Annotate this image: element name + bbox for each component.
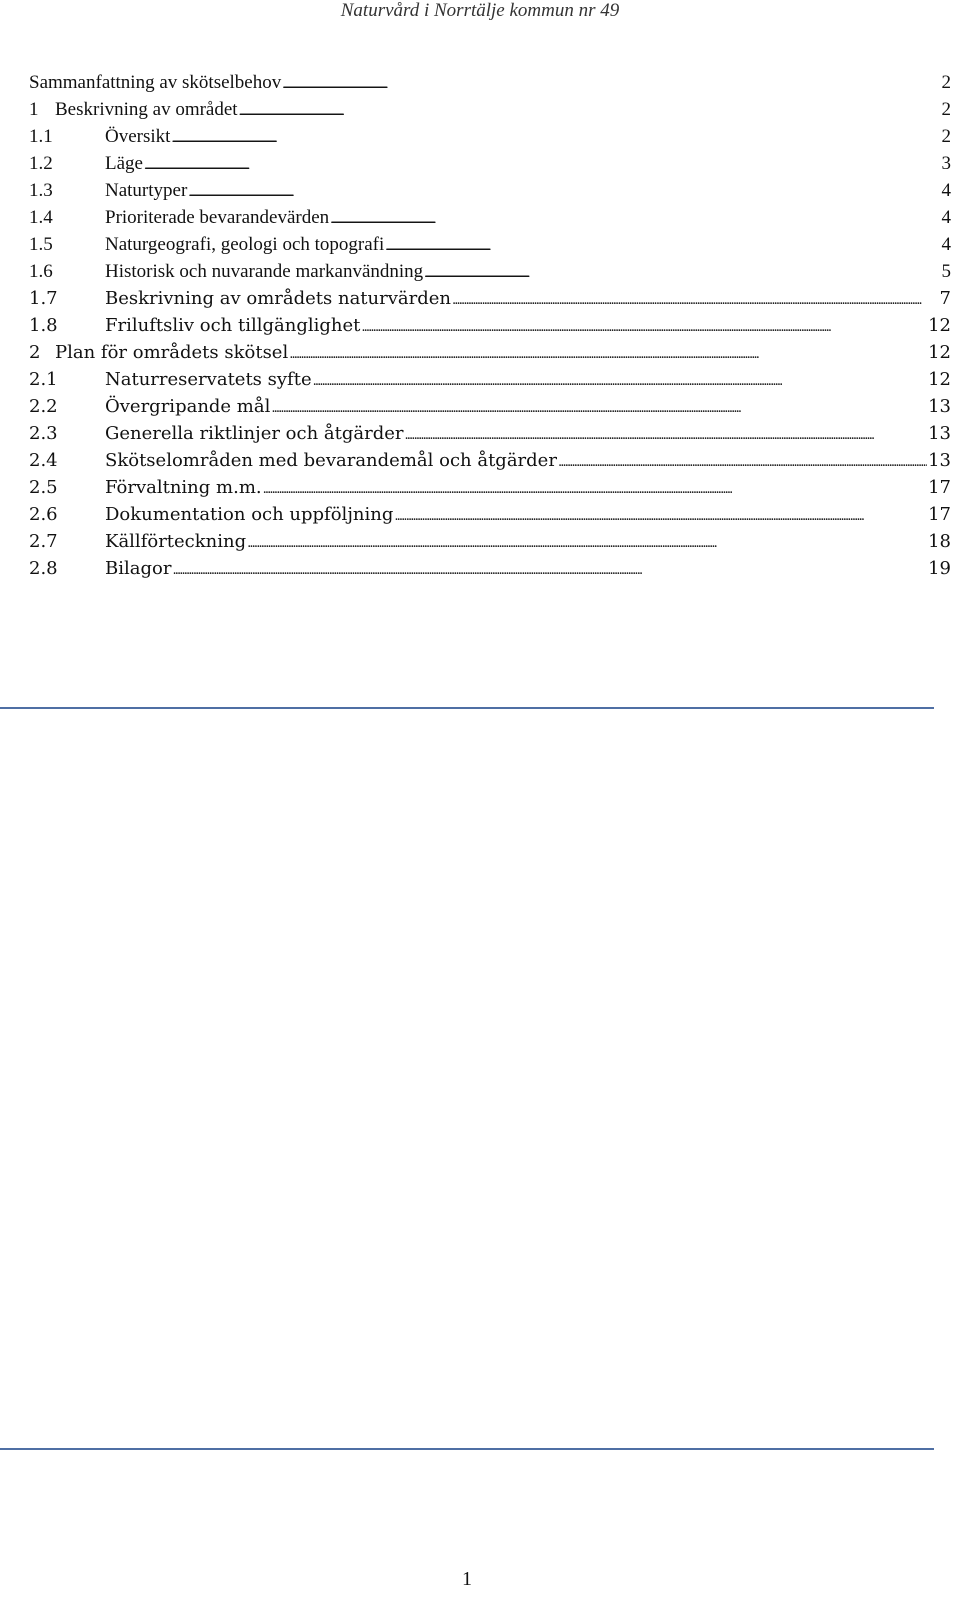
toc-entry[interactable] [29,99,951,126]
toc-entry-label: Övergripande mål [105,396,271,417]
toc-dot-leader [385,234,940,256]
toc-entry-page: 18 [928,531,951,552]
toc-entry-page: 12 [928,342,951,363]
toc-entry-label: Naturgeografi, geologi och topografi [105,234,385,255]
toc-entry-page: 7 [939,288,951,309]
toc-entry-page: 2 [941,126,951,147]
toc-entry-page: 5 [941,261,951,282]
toc-dot-leader [289,342,927,363]
toc-entry[interactable] [29,126,951,153]
toc-entry-number: 2.3 [29,423,58,444]
toc-entry-label: Förvaltning m.m. [105,477,262,498]
toc-entry-label: Friluftsliv och tillgänglighet [105,315,361,336]
toc-dot-leader [405,423,928,444]
toc-entry-page: 13 [928,423,951,444]
toc-entry[interactable] [29,234,951,261]
toc-entry-number: 2.1 [29,369,58,390]
toc-entry-number: 1.6 [29,261,53,282]
toc-entry-page: 4 [941,180,951,201]
toc-entry[interactable] [29,396,951,423]
toc-entry-number: 1.7 [29,288,58,309]
toc-entry-label: Beskrivning av området [55,99,238,120]
toc-entry-number: 2 [29,342,41,363]
toc-entry-page: 19 [928,558,951,579]
toc-dot-leader [452,288,939,309]
toc-entry-page: 17 [928,477,951,498]
toc-entry-page: 2 [941,99,951,120]
toc-entry-label: Bilagor [105,558,172,579]
toc-entry-label: Plan för områdets skötsel [55,342,289,363]
toc-entry-number: 2.8 [29,558,58,579]
toc-dot-leader [282,72,940,94]
toc-entry-number: 1 [29,99,39,120]
toc-entry[interactable] [29,342,951,369]
toc-entry-label: Generella riktlinjer och åtgärder [105,423,404,444]
toc-entry-page: 4 [941,234,951,255]
toc-dot-leader [172,558,927,579]
toc-entry-label: Historisk och nuvarande markanvändning [105,261,424,282]
toc-entry-label: Prioriterade bevarandevärden [105,207,330,228]
toc-dot-leader [171,126,940,148]
toc-entry-number: 1.3 [29,180,53,201]
toc-dot-leader [330,207,940,229]
toc-entry-label: Källförteckning [105,531,247,552]
toc-entry-page: 12 [928,315,951,336]
toc-dot-leader [558,450,927,471]
page-number: 1 [462,1568,472,1590]
toc-dot-leader [144,153,941,175]
toc-entry-label: Läge [105,153,143,174]
toc-entry-number: 2.5 [29,477,58,498]
toc-dot-leader [424,261,940,283]
toc-entry[interactable] [29,207,951,234]
toc-entry[interactable] [29,369,951,396]
toc-entry-page: 4 [941,207,951,228]
toc-entry[interactable] [29,72,951,99]
toc-entry-label: Naturtyper [105,180,188,201]
toc-entry-number: 1.4 [29,207,53,228]
toc-entry-number: 1.2 [29,153,53,174]
toc-entry-label: Översikt [105,126,171,147]
toc-entry-number: 2.7 [29,531,58,552]
toc-entry[interactable] [29,153,951,180]
toc-entry[interactable] [29,315,951,342]
toc-entry[interactable] [29,450,951,477]
toc-entry-page: 3 [941,153,951,174]
toc-entry-label: Dokumentation och uppföljning [105,504,394,525]
toc-entry[interactable] [29,531,951,558]
toc-dot-leader [247,531,927,552]
toc-entry[interactable] [29,423,951,450]
horizontal-rule-bottom [0,1448,934,1450]
toc-entry-label: Naturreservatets syfte [105,369,312,390]
running-header: Naturvård i Norrtälje kommun nr 49 [340,0,620,21]
table-of-contents [29,72,951,585]
toc-dot-leader [361,315,927,336]
toc-entry-number: 1.8 [29,315,58,336]
toc-entry-label: Beskrivning av områdets naturvärden [105,288,451,309]
toc-dot-leader [263,477,927,498]
toc-dot-leader [313,369,927,390]
toc-entry-page: 17 [928,504,951,525]
toc-entry[interactable] [29,288,951,315]
toc-entry-number: 2.6 [29,504,58,525]
horizontal-rule-top [0,707,934,709]
toc-entry-number: 1.5 [29,234,53,255]
toc-entry-number: 2.4 [29,450,58,471]
toc-dot-leader [188,180,940,202]
toc-dot-leader [394,504,927,525]
toc-dot-leader [271,396,927,417]
toc-entry[interactable] [29,558,951,585]
toc-entry[interactable] [29,261,951,288]
toc-entry[interactable] [29,477,951,504]
toc-entry-page: 2 [941,72,951,93]
toc-entry-page: 13 [928,396,951,417]
toc-dot-leader [239,99,941,121]
toc-entry[interactable] [29,504,951,531]
toc-entry-number: 2.2 [29,396,58,417]
toc-entry-label: Skötselområden med bevarandemål och åtgärder [105,450,557,471]
toc-entry-page: 13 [928,450,951,471]
toc-entry-page: 12 [928,369,951,390]
toc-entry-number: 1.1 [29,126,53,147]
toc-entry-label: Sammanfattning av skötselbehov [29,72,282,93]
toc-entry[interactable] [29,180,951,207]
